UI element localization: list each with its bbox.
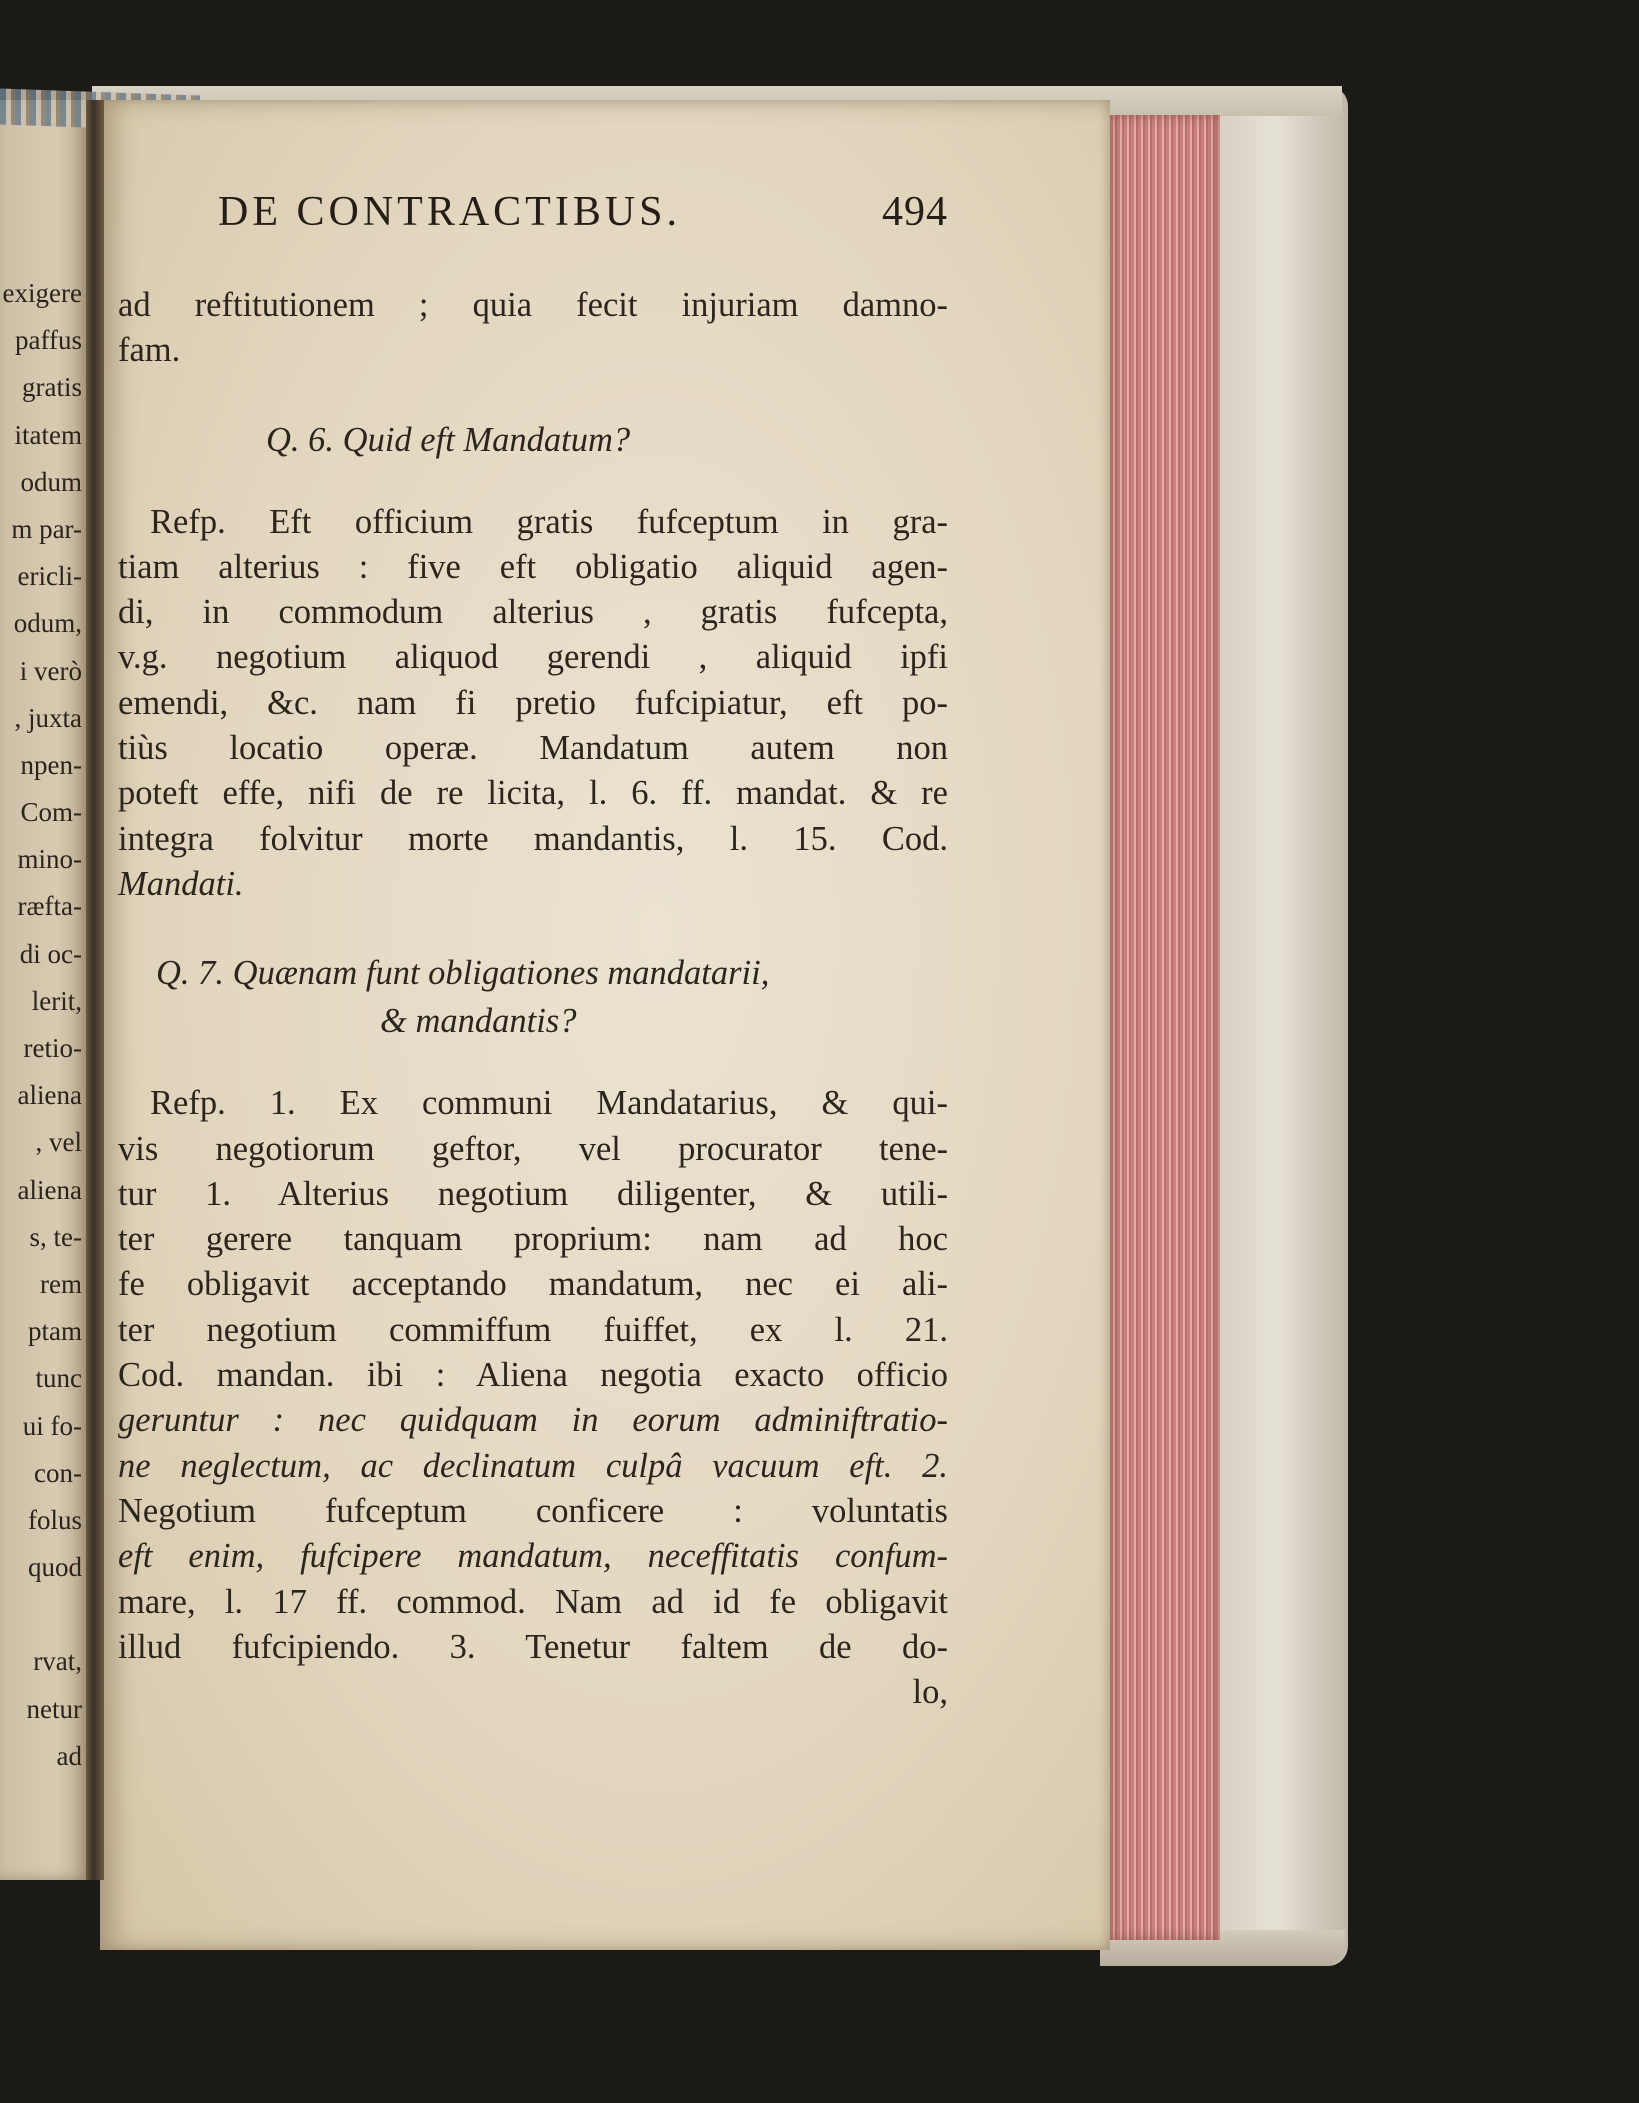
previous-page-fragment: netur [26, 1693, 82, 1724]
text-line: integra folvitur morte mandantis, l. 15. Cod. [118, 819, 948, 858]
previous-page-fragment: folus [28, 1504, 82, 1535]
previous-page-fragment: m par- [11, 513, 82, 544]
question-6: Q. 6. Quid eft Mandatum? [266, 420, 631, 459]
previous-page-fragment: tunc [35, 1363, 82, 1394]
previous-page-fragment: aliena [17, 1174, 82, 1205]
text-line: fe obligavit acceptando mandatum, nec ei ali- [118, 1265, 948, 1304]
previous-page-fragment: , juxta [14, 702, 82, 733]
text-line: Negotium fufceptum conficere : voluntatis [118, 1491, 948, 1530]
previous-page-fragment: retio- [23, 1033, 82, 1063]
previous-page-fragment: lerit, [31, 985, 82, 1016]
previous-page-fragment: ptam [28, 1316, 82, 1347]
question-7-line-1: Q. 7. Quænam funt obligationes mandatarii, [156, 954, 770, 993]
running-head-title: DE CONTRACTIBUS. [218, 189, 682, 235]
running-head [218, 188, 948, 244]
previous-page-fragment: ericli- [17, 561, 82, 592]
previous-page-fragment: di oc- [19, 938, 82, 969]
previous-page-fragment: rvat, [33, 1646, 82, 1677]
text-line: illud fufcipiendo. 3. Tenetur faltem de do- [118, 1627, 948, 1666]
previous-page-fragment: quod [28, 1552, 82, 1583]
previous-page-fragment: odum [20, 466, 82, 497]
text-line: poteft effe, nifi de re licita, l. 6. ff. mandat. & re [118, 774, 948, 813]
text-line: vis negotiorum geftor, vel procurator tene- [118, 1129, 948, 1168]
previous-page-fragment: con- [34, 1457, 82, 1488]
text-line: ad reftitutionem ; quia fecit injuriam damno- [118, 286, 948, 324]
binding-gutter [86, 100, 104, 1880]
text-line: Cod. mandan. ibi : Aliena negotia exacto officio [118, 1356, 948, 1395]
previous-page-fragment: itatem [14, 419, 82, 450]
previous-page-fragment: s, te- [29, 1221, 82, 1252]
previous-page-fragment: i verò [19, 655, 82, 686]
red-fore-edge [1110, 115, 1220, 1940]
previous-page-fragment: ræfta- [17, 891, 82, 922]
previous-page-fragment [0, 1591, 82, 1638]
text-line: geruntur : nec quidquam in eorum adminiftratio- [118, 1401, 948, 1440]
text-line: ter gerere tanquam proprium: nam ad hoc [118, 1220, 948, 1259]
text-line: v.g. negotium aliquod gerendi , aliquid ipfi [118, 638, 948, 677]
previous-page-fragment: mino- [17, 844, 82, 875]
previous-page-fragment: ad [56, 1740, 82, 1771]
previous-page-text [0, 270, 82, 1780]
text-line: emendi, &c. nam fi pretio fufcipiatur, eft po- [118, 683, 948, 722]
back-cover [1218, 86, 1348, 1966]
text-line: tiùs locatio operæ. Mandatum autem non [118, 729, 948, 768]
previous-page-fragment: , vel [35, 1127, 82, 1158]
text-line: Refp. 1. Ex communi Mandatarius, & qui- [150, 1084, 948, 1123]
catchword: lo, [912, 1673, 948, 1712]
page-body [118, 283, 948, 1715]
text-line: tiam alterius : five eft obligatio aliquid agen- [118, 547, 948, 586]
question-7-line-2: & mandantis? [380, 1002, 577, 1041]
previous-page-fragment: aliena [17, 1080, 82, 1111]
text-line: ter negotium commiffum fuiffet, ex l. 21. [118, 1310, 948, 1349]
previous-page-fragment: exigere [2, 278, 82, 308]
text-line: tur 1. Alterius negotium diligenter, & utili- [118, 1174, 948, 1213]
previous-page-fragment: gratis [22, 372, 82, 403]
page-number: 494 [882, 189, 948, 235]
text-line: ne neglectum, ac declinatum culpâ vacuum eft. 2. [118, 1446, 948, 1485]
text-line: Refp. Eft officium gratis fufceptum in gra- [150, 502, 948, 541]
text-line: di, in commodum alterius , gratis fufcepta, [118, 593, 948, 632]
previous-page-fragment: rem [40, 1268, 82, 1299]
previous-page-fragment: npen- [20, 749, 82, 780]
previous-page-fragment: Com- [20, 797, 82, 828]
previous-page-fragment: paffus [15, 325, 82, 356]
previous-page-fragment: odum, [13, 608, 82, 639]
text-line: Mandati. [118, 864, 244, 903]
previous-page-fragment: ui fo- [22, 1410, 82, 1441]
text-line: eft enim, fufcipere mandatum, neceffitatis confum- [118, 1537, 948, 1576]
text-line: mare, l. 17 ff. commod. Nam ad id fe obligavit [118, 1582, 948, 1621]
previous-page [0, 100, 92, 1880]
text-line: fam. [118, 331, 181, 370]
